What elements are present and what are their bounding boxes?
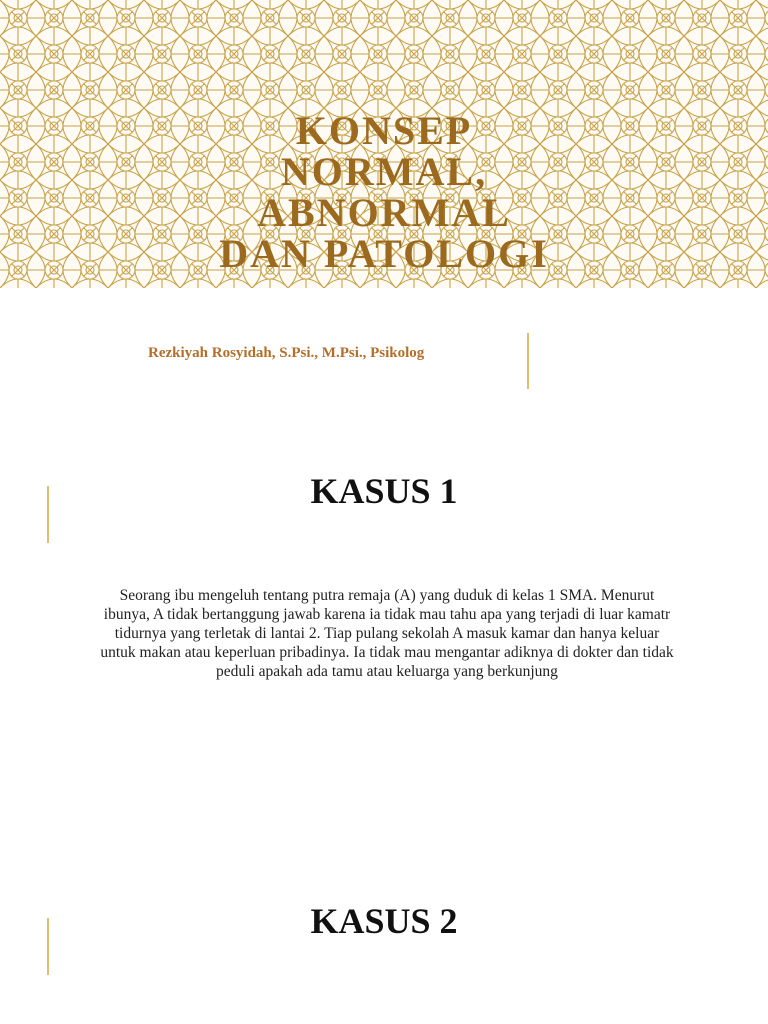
author-name: Rezkiyah Rosyidah, S.Psi., M.Psi., Psikolog xyxy=(148,345,425,361)
text-line: ibunya, A tidak bertanggung jawab karena ia tidak mau tahu apa yang terjadi di luar kamatr xyxy=(103,606,671,623)
title-line: ABNORMAL xyxy=(257,190,511,235)
title-line: NORMAL, xyxy=(280,149,488,194)
text-line: untuk makan atau keperluan pribadinya. Ia tidak mau mengantar adiknya di dokter dan tidak xyxy=(100,644,674,661)
text-line: peduli apakah ada tamu atau keluarga yang berkunjung xyxy=(216,663,558,680)
accent-divider xyxy=(527,333,529,389)
case-description xyxy=(54,586,720,681)
title-line: KONSEP xyxy=(295,108,473,153)
slide-heading: KASUS 2 xyxy=(310,901,458,941)
slide-heading: KASUS 1 xyxy=(310,471,458,511)
title-slide xyxy=(0,0,768,432)
text-line: tidurnya yang terletak di lantai 2. Tiap pulang sekolah A masuk kamar dan hanya keluar xyxy=(114,625,660,642)
slide-title xyxy=(0,110,768,274)
title-line: DAN PATOLOGI xyxy=(219,231,549,276)
text-line: Seorang ibu mengeluh tentang putra remaja (A) yang duduk di kelas 1 SMA. Menurut xyxy=(119,587,655,604)
